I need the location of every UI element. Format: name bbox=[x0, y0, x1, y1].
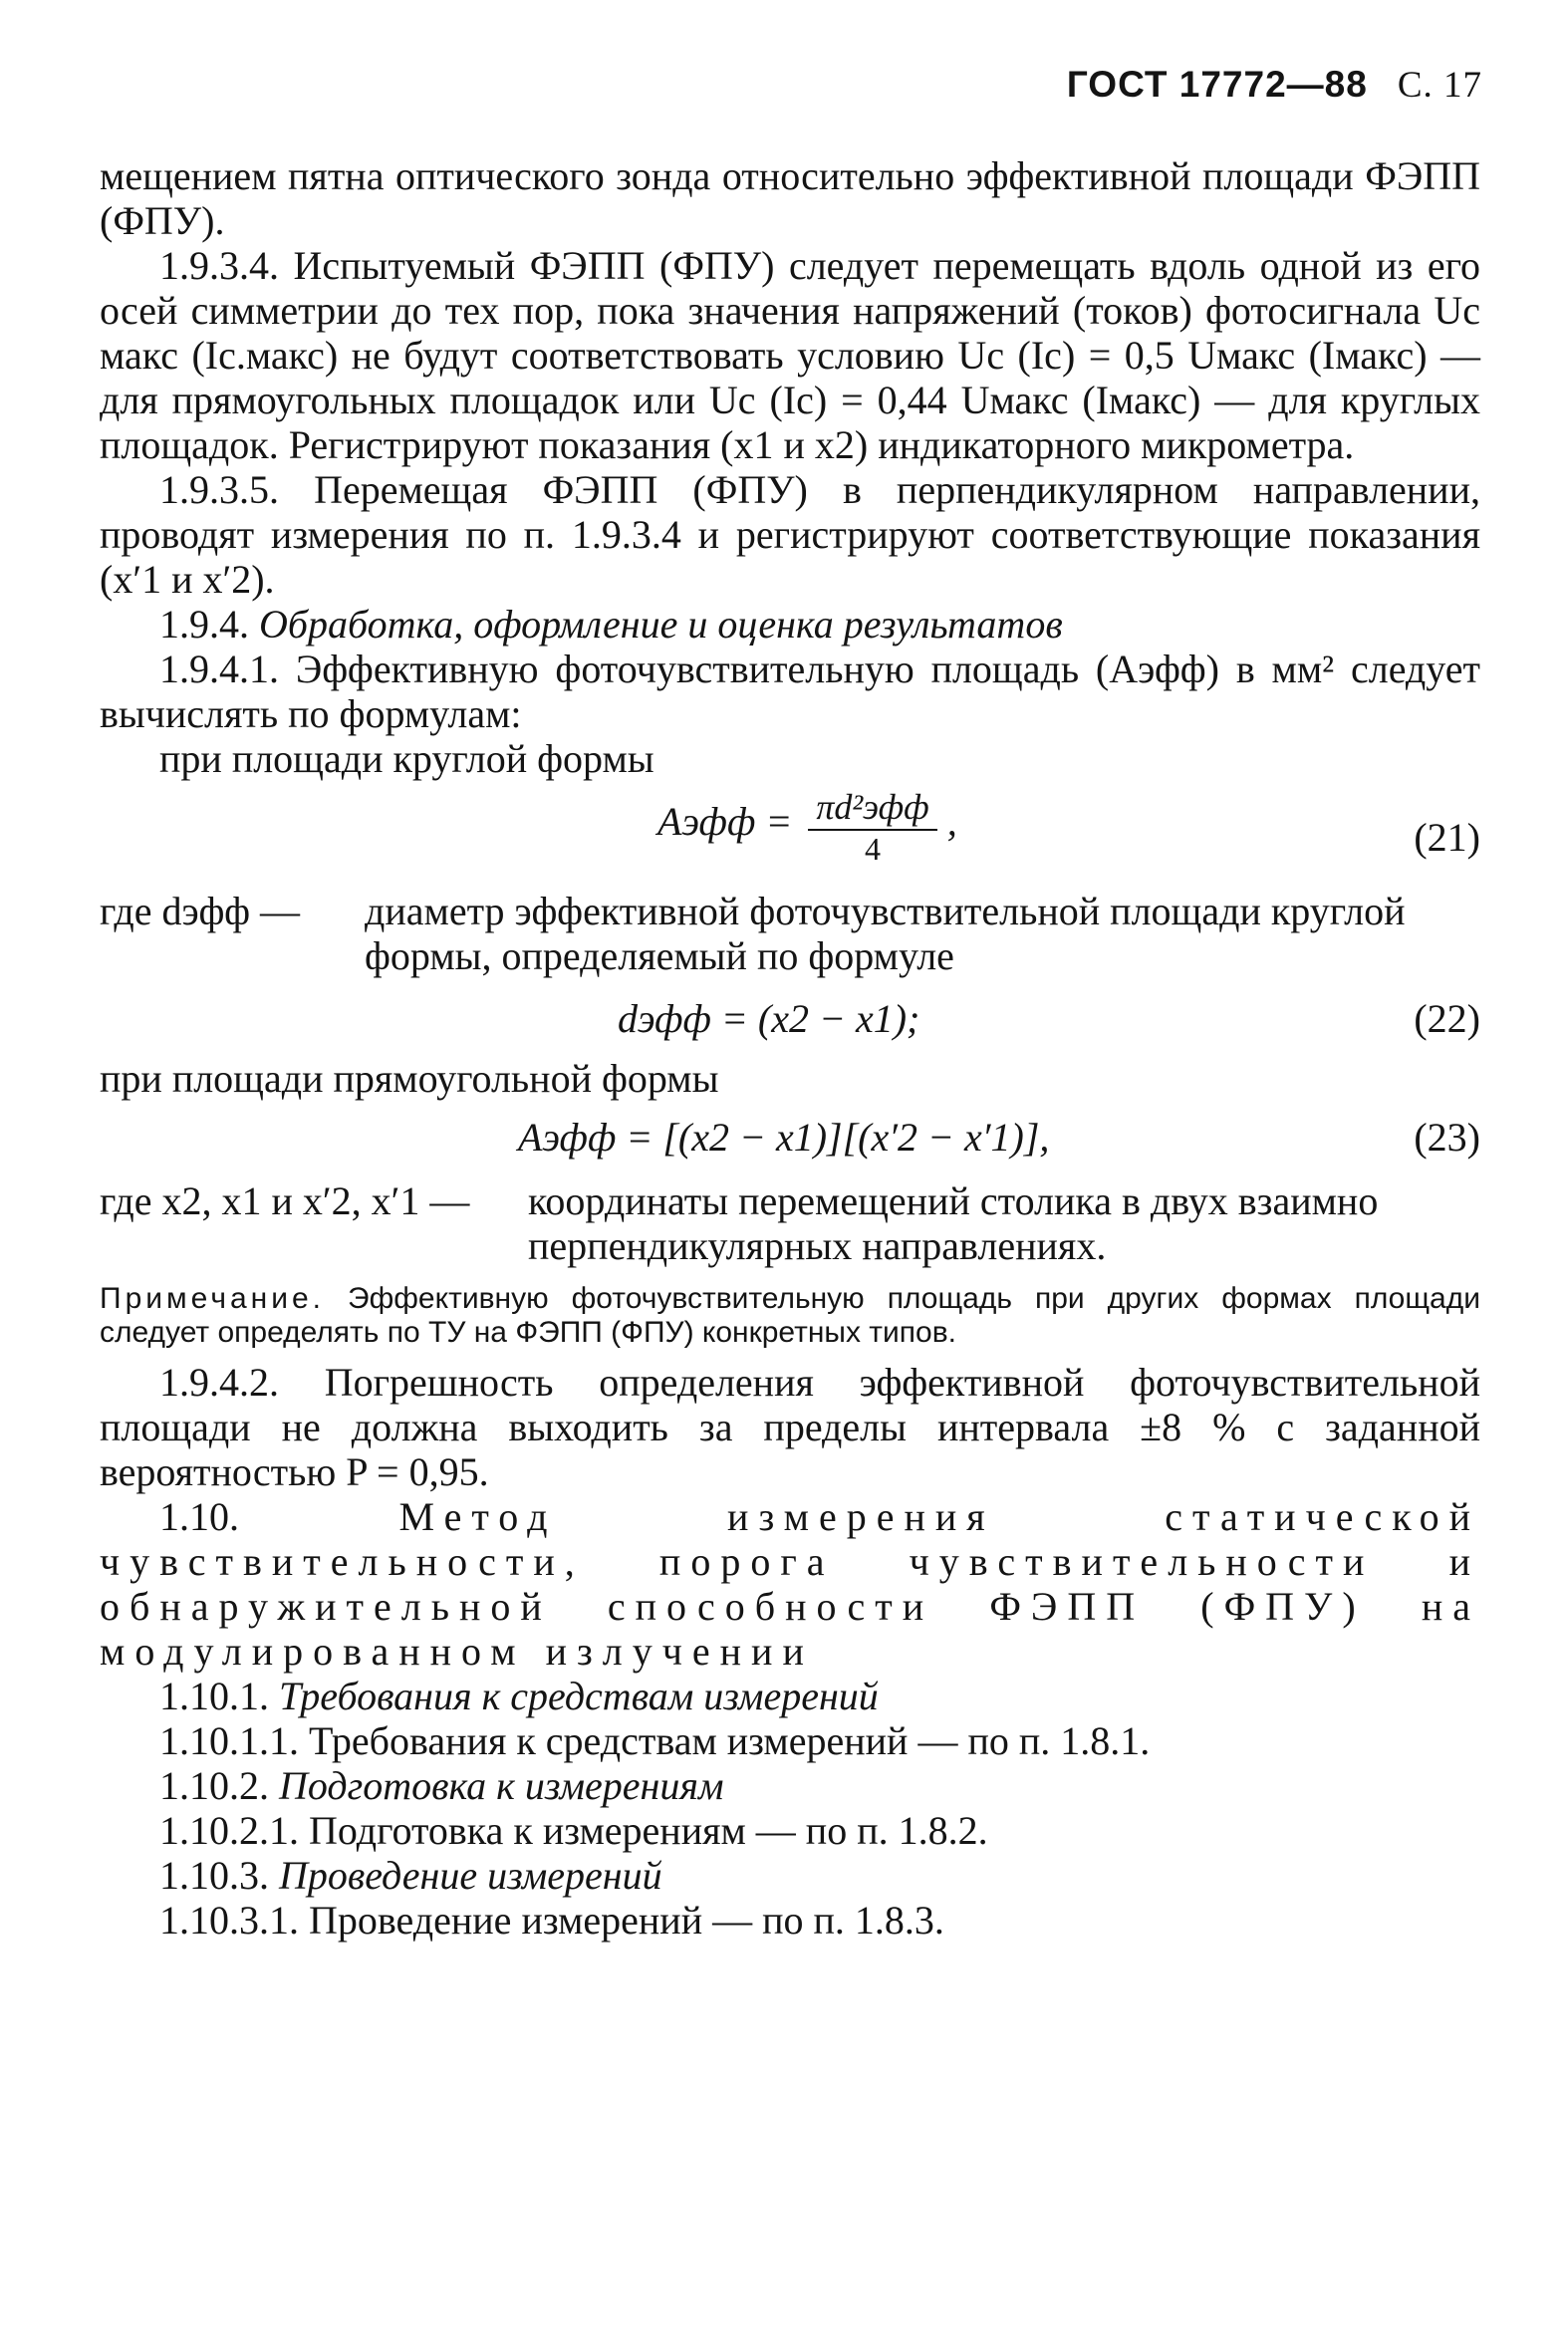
paragraph-1-9-4-1: 1.9.4.1. Эффективную фоточувствительную площадь (Aэфф) в мм² следует вычислять по формулам: bbox=[100, 647, 1480, 736]
formula-22-number: (22) bbox=[1414, 996, 1480, 1041]
section-1-10-2-heading bbox=[100, 1763, 1480, 1808]
page-header bbox=[1067, 64, 1482, 107]
section-1-10-heading bbox=[100, 1494, 1480, 1674]
paragraph-1-10-1-1: 1.10.1.1. Требования к средствам измерений — по п. 1.8.1. bbox=[159, 1718, 1151, 1763]
formula-21-number: (21) bbox=[1414, 815, 1480, 860]
formula-22-expression: dэфф = (x2 − x1); bbox=[618, 996, 920, 1041]
section-title: Проведение измерений bbox=[279, 1853, 662, 1898]
formula-21-numerator: πd²эфф bbox=[808, 785, 936, 831]
formula-21-expression: Aэфф = $\frac{\text{πd²эфф}}{4}$ , bbox=[657, 787, 957, 867]
where-body: диаметр эффективной фоточувствительной площади круглой формы, определяемый по формуле bbox=[365, 889, 1406, 978]
paragraph-intro: мещением пятна оптического зонда относительно эффективной площади ФЭПП (ФПУ). bbox=[100, 153, 1480, 243]
paragraph-1-10-2-1: 1.10.2.1. Подготовка к измерениям — по п. 1.8.2. bbox=[159, 1808, 988, 1853]
paragraph-1-9-4-2: 1.9.4.2. Погрешность определения эффективной фоточувствительной площади не должна выходить за пределы интервала ±8 % с заданной вероятностью P = 0,95. bbox=[100, 1360, 1480, 1494]
section-1-10-3-heading bbox=[100, 1853, 1480, 1898]
section-title: Подготовка к измерениям bbox=[279, 1763, 724, 1808]
section-1-10-1-heading bbox=[100, 1674, 1480, 1718]
formula-21-fraction bbox=[808, 785, 936, 867]
paragraph-1-9-3-4: 1.9.3.4. Испытуемый ФЭПП (ФПУ) следует перемещать вдоль одной из его осей симметрии до тех пор, пока значения напряжений (токов) фотосигнала Uс макс (Iс.макс) не будут соответствовать условию Uс (Iс) = 0,5 Uмакс (Iмакс) — для прямоугольных площадок или Uс (Iс) = 0,44 Uмакс (Iмакс) — для круглых площадок. Регистрируют показания (x1 и x2) индикаторного микрометра. bbox=[100, 243, 1480, 467]
where-lead: где dэфф — bbox=[100, 889, 301, 933]
section-number: 1.9.4. bbox=[159, 602, 249, 647]
paragraph-1-9-3-5: 1.9.3.5. Перемещая ФЭПП (ФПУ) в перпендикулярном направлении, проводят измерения по п. 1.9.3.4 и регистрируют соответствующие показания (x′1 и x′2). bbox=[100, 467, 1480, 602]
note-label: Примечание. bbox=[100, 1282, 325, 1315]
where-body: координаты перемещений столика в двух взаимно перпендикулярных направлениях. bbox=[528, 1178, 1379, 1268]
section-title: Обработка, оформление и оценка результатов bbox=[259, 602, 1063, 647]
formula-22 bbox=[100, 982, 1480, 1052]
section-1-9-4-heading bbox=[100, 602, 1480, 647]
section-number: 1.10.2. bbox=[159, 1763, 269, 1808]
section-number: 1.10.3. bbox=[159, 1853, 269, 1898]
formula-21-lhs: Aэфф bbox=[657, 799, 756, 845]
note-text: Эффективную фоточувствительную площадь при других формах площади следует определять по ТУ на ФЭПП (ФПУ) конкретных типов. bbox=[100, 1282, 1480, 1349]
formula-21-denominator: 4 bbox=[865, 831, 882, 867]
formula-21 bbox=[100, 785, 1480, 885]
formula-23-number: (23) bbox=[1414, 1115, 1480, 1160]
section-number: 1.10. bbox=[159, 1494, 239, 1539]
paragraph-rect-shape: при площади прямоугольной формы bbox=[100, 1056, 719, 1101]
standard-number: ГОСТ 17772—88 bbox=[1066, 64, 1368, 105]
section-title: Требования к средствам измерений bbox=[279, 1674, 879, 1718]
paragraph-round-shape: при площади круглой формы bbox=[159, 736, 654, 781]
note bbox=[100, 1282, 1480, 1350]
where-definition-1 bbox=[100, 889, 1480, 978]
formula-23 bbox=[100, 1105, 1480, 1174]
formula-21-comma: , bbox=[946, 799, 957, 845]
paragraph-1-10-3-1: 1.10.3.1. Проведение измерений — по п. 1.8.3. bbox=[159, 1898, 944, 1943]
where-lead: где x2, x1 и x′2, x′1 — bbox=[100, 1178, 470, 1223]
section-number: 1.10.1. bbox=[159, 1674, 269, 1718]
body-text bbox=[100, 153, 1480, 1943]
page-number: С. 17 bbox=[1397, 65, 1482, 106]
where-definition-2 bbox=[100, 1178, 1480, 1268]
formula-23-expression: Aэфф = [(x2 − x1)][(x′2 − x′1)], bbox=[518, 1115, 1050, 1160]
section-title: Метод измерения статической чувствительности, порога чувствительности и обнаружительной способности ФЭПП (ФПУ) на модулированном излучении bbox=[100, 1494, 1481, 1674]
